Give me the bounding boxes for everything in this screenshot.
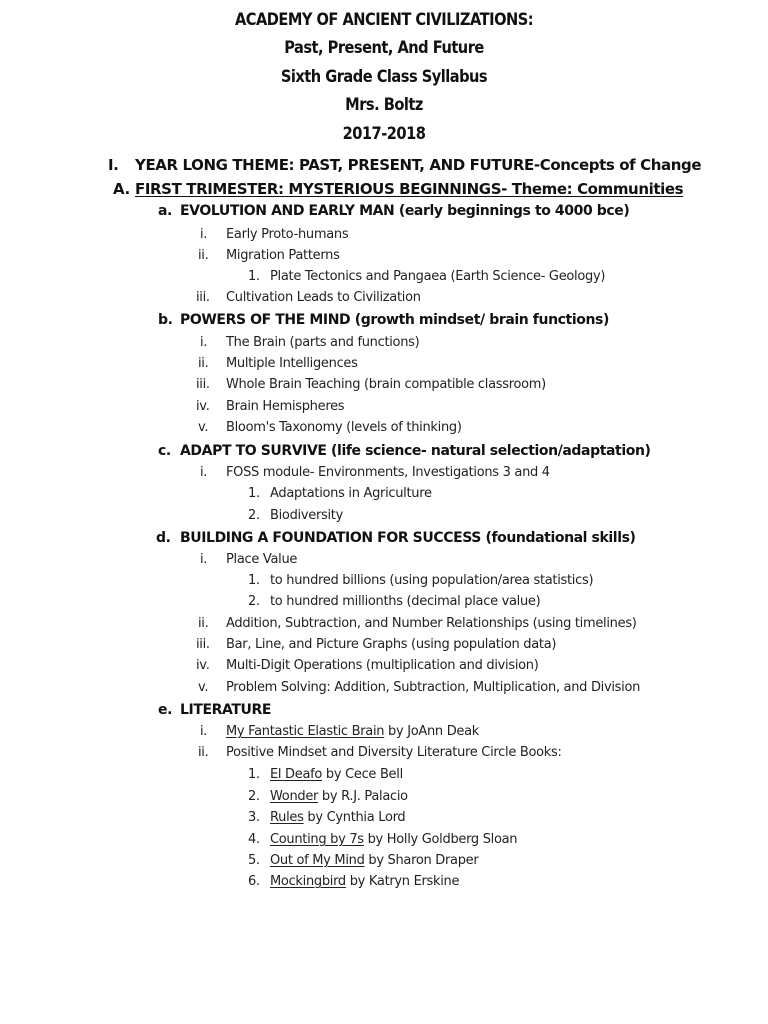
item-text: [270, 853, 478, 868]
book-author: by Cynthia Lord: [303, 810, 406, 825]
outline-marker: 5.: [248, 853, 260, 868]
item-text: Biodiversity: [270, 508, 343, 523]
trimester-title: FIRST TRIMESTER: MYSTERIOUS BEGINNINGS- Theme: Communities: [135, 180, 684, 198]
item-text: Cultivation Leads to Civilization: [226, 290, 421, 305]
unit-title: POWERS OF THE MIND (growth mindset/ brain functions): [180, 312, 609, 328]
book-title: Wonder: [270, 789, 319, 804]
outline-marker: iii.: [196, 290, 210, 305]
outline-marker: iii.: [196, 637, 210, 652]
syllabus-title: Sixth Grade Class Syllabus: [280, 66, 488, 87]
unit-title: ADAPT TO SURVIVE (life science- natural selection/adaptation): [180, 443, 651, 459]
outline-marker: e.: [158, 702, 173, 718]
book-title: Rules: [270, 810, 304, 825]
item-text: [270, 832, 517, 847]
item-text: Migration Patterns: [226, 248, 340, 263]
item-text: Bloom's Taxonomy (levels of thinking): [226, 420, 462, 435]
outline-marker: i.: [200, 724, 208, 739]
outline-marker: b.: [158, 312, 173, 328]
item-text: [270, 810, 405, 825]
outline-marker: 3.: [248, 810, 260, 825]
outline-marker: ii.: [198, 248, 209, 263]
unit-title: EVOLUTION AND EARLY MAN (early beginnings to 4000 bce): [180, 203, 630, 219]
outline-marker: 4.: [248, 832, 260, 847]
item-text: Brain Hemispheres: [226, 399, 345, 414]
item-text: Early Proto-humans: [226, 227, 349, 242]
outline-marker: 1.: [248, 767, 260, 782]
outline-marker: v.: [198, 420, 209, 435]
book-title: El Deafo: [270, 767, 323, 782]
item-text: Place Value: [226, 552, 298, 567]
document-header: [0, 6, 768, 148]
book-title: Mockingbird: [270, 874, 346, 889]
outline-marker: v.: [198, 680, 209, 695]
outline-marker: d.: [156, 530, 171, 546]
outline-marker: iv.: [196, 399, 210, 414]
item-text: to hundred millionths (decimal place value): [270, 594, 541, 609]
item-text: Adaptations in Agriculture: [270, 486, 432, 501]
book-title: Counting by 7s: [270, 832, 364, 847]
outline-marker: A.: [113, 180, 130, 198]
outline-marker: c.: [158, 443, 171, 459]
outline-marker: 1.: [248, 486, 260, 501]
item-text: to hundred billions (using population/area statistics): [270, 573, 594, 588]
book-author: by Katryn Erskine: [345, 874, 460, 889]
book-author: by Holly Goldberg Sloan: [363, 832, 518, 847]
school-subtitle: Past, Present, And Future: [284, 38, 484, 59]
outline-marker: 1.: [248, 269, 260, 284]
school-title: ACADEMY OF ANCIENT CIVILIZATIONS:: [234, 10, 534, 30]
outline-marker: I.: [108, 156, 119, 174]
teacher-name: Mrs. Boltz: [345, 95, 423, 116]
outline-marker: a.: [158, 203, 172, 219]
item-text: [270, 789, 408, 804]
item-text: FOSS module- Environments, Investigations 3 and 4: [226, 465, 550, 480]
outline-marker: ii.: [198, 745, 209, 760]
outline-marker: 6.: [248, 874, 260, 889]
item-text: Positive Mindset and Diversity Literature Circle Books:: [226, 745, 562, 760]
book-title: My Fantastic Elastic Brain: [226, 724, 385, 739]
item-text: Multiple Intelligences: [226, 356, 358, 371]
item-text: Bar, Line, and Picture Graphs (using population data): [226, 637, 557, 652]
unit-title: BUILDING A FOUNDATION FOR SUCCESS (foundational skills): [180, 530, 636, 546]
book-author: by Sharon Draper: [364, 853, 479, 868]
outline-marker: i.: [200, 227, 208, 242]
item-text: Addition, Subtraction, and Number Relationships (using timelines): [226, 616, 637, 631]
outline-marker: i.: [200, 552, 208, 567]
outline-marker: ii.: [198, 356, 209, 371]
book-author: by JoAnn Deak: [384, 724, 480, 739]
item-text: [270, 874, 459, 889]
item-text: Plate Tectonics and Pangaea (Earth Science- Geology): [270, 269, 606, 284]
book-author: by Cece Bell: [322, 767, 403, 782]
outline-marker: 2.: [248, 594, 260, 609]
outline-marker: 2.: [248, 508, 260, 523]
book-title: Out of My Mind: [270, 853, 365, 868]
unit-title: LITERATURE: [180, 702, 272, 718]
item-text: Multi-Digit Operations (multiplication and division): [226, 658, 539, 673]
outline-marker: 1.: [248, 573, 260, 588]
year-theme: YEAR LONG THEME: PAST, PRESENT, AND FUTURE-Concepts of Change: [135, 156, 702, 174]
item-text: The Brain (parts and functions): [226, 335, 420, 350]
item-text: Whole Brain Teaching (brain compatible classroom): [226, 377, 546, 392]
outline-marker: ii.: [198, 616, 209, 631]
school-year: 2017-2018: [342, 123, 426, 144]
book-author: by R.J. Palacio: [318, 789, 408, 804]
outline-marker: i.: [200, 335, 208, 350]
outline-marker: iii.: [196, 377, 210, 392]
item-text: [226, 724, 479, 739]
item-text: Problem Solving: Addition, Subtraction, Multiplication, and Division: [226, 680, 641, 695]
outline-marker: iv.: [196, 658, 210, 673]
outline-marker: i.: [200, 465, 208, 480]
outline-marker: 2.: [248, 789, 260, 804]
item-text: [270, 767, 403, 782]
